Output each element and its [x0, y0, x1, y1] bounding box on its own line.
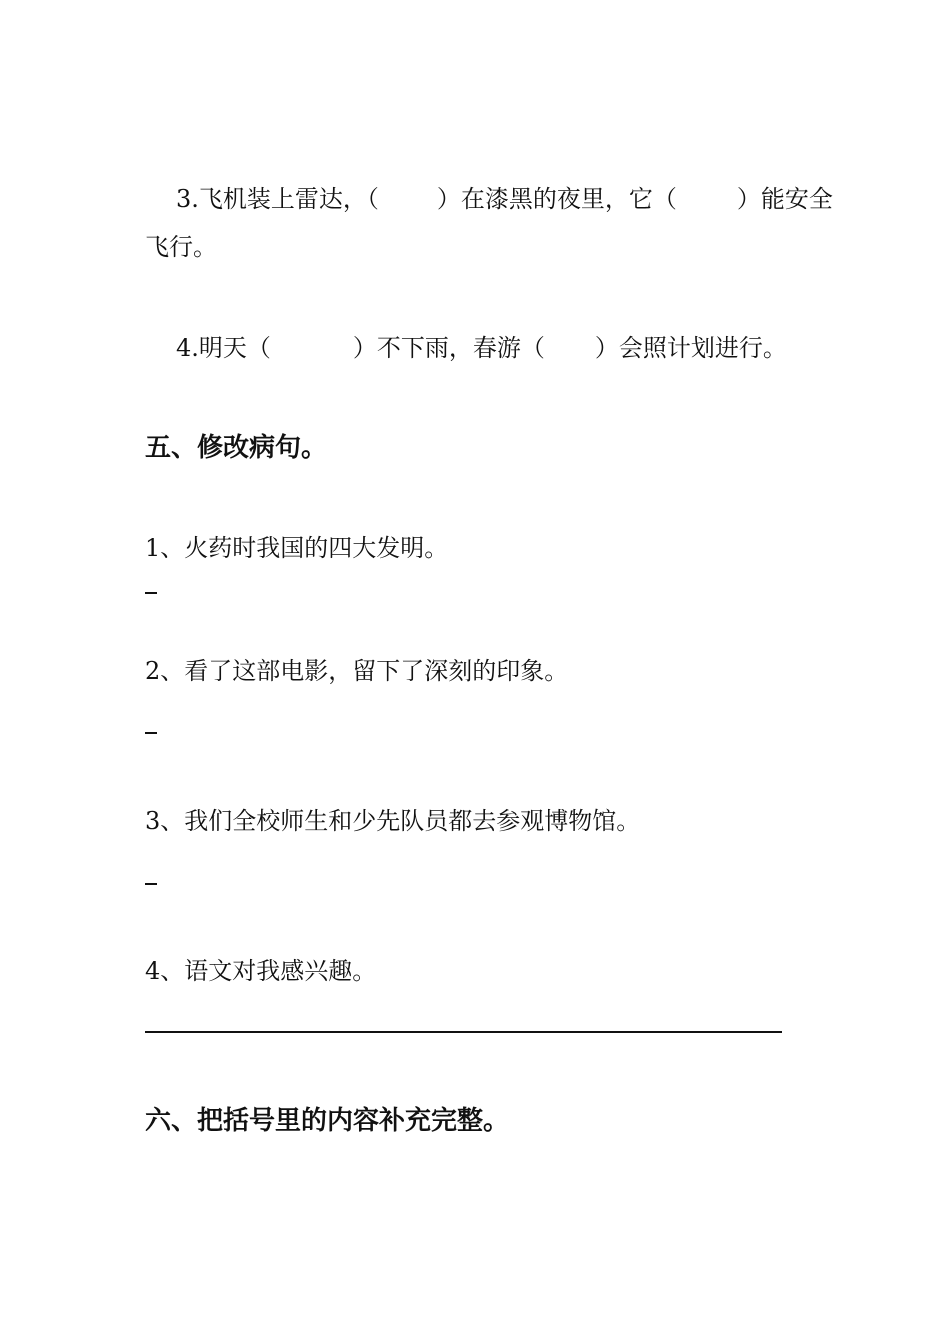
question-3-part3: ）能安全	[736, 185, 833, 213]
section-6-title: 六、把括号里的内容补充完整。	[145, 1106, 510, 1136]
question-4-line	[176, 333, 787, 363]
answer-line-3[interactable]	[145, 883, 157, 885]
answer-line-1[interactable]	[145, 592, 157, 594]
section-5-item-1: 1、火药时我国的四大发明。	[145, 534, 449, 562]
question-4-part1: 4.明天（	[176, 334, 271, 362]
section-5-item-4: 4、语文对我感兴趣。	[145, 957, 377, 985]
section-5-title: 五、修改病句。	[145, 433, 328, 463]
question-3-part1: 3.飞机装上雷达，（	[176, 185, 379, 213]
section-5-item-2: 2、看了这部电影，留下了深刻的印象。	[145, 657, 569, 685]
question-3-continuation: 飞行。	[145, 233, 217, 261]
question-3-part2: ）在漆黑的夜里，它（	[436, 185, 677, 213]
question-3-line	[176, 184, 833, 214]
answer-line-2[interactable]	[145, 732, 157, 734]
question-4-part3: ）会照计划进行。	[594, 334, 787, 362]
answer-line-4[interactable]	[145, 1031, 782, 1033]
question-4-part2: ）不下雨，春游（	[352, 334, 545, 362]
section-5-item-3: 3、我们全校师生和少先队员都去参观博物馆。	[145, 807, 641, 835]
